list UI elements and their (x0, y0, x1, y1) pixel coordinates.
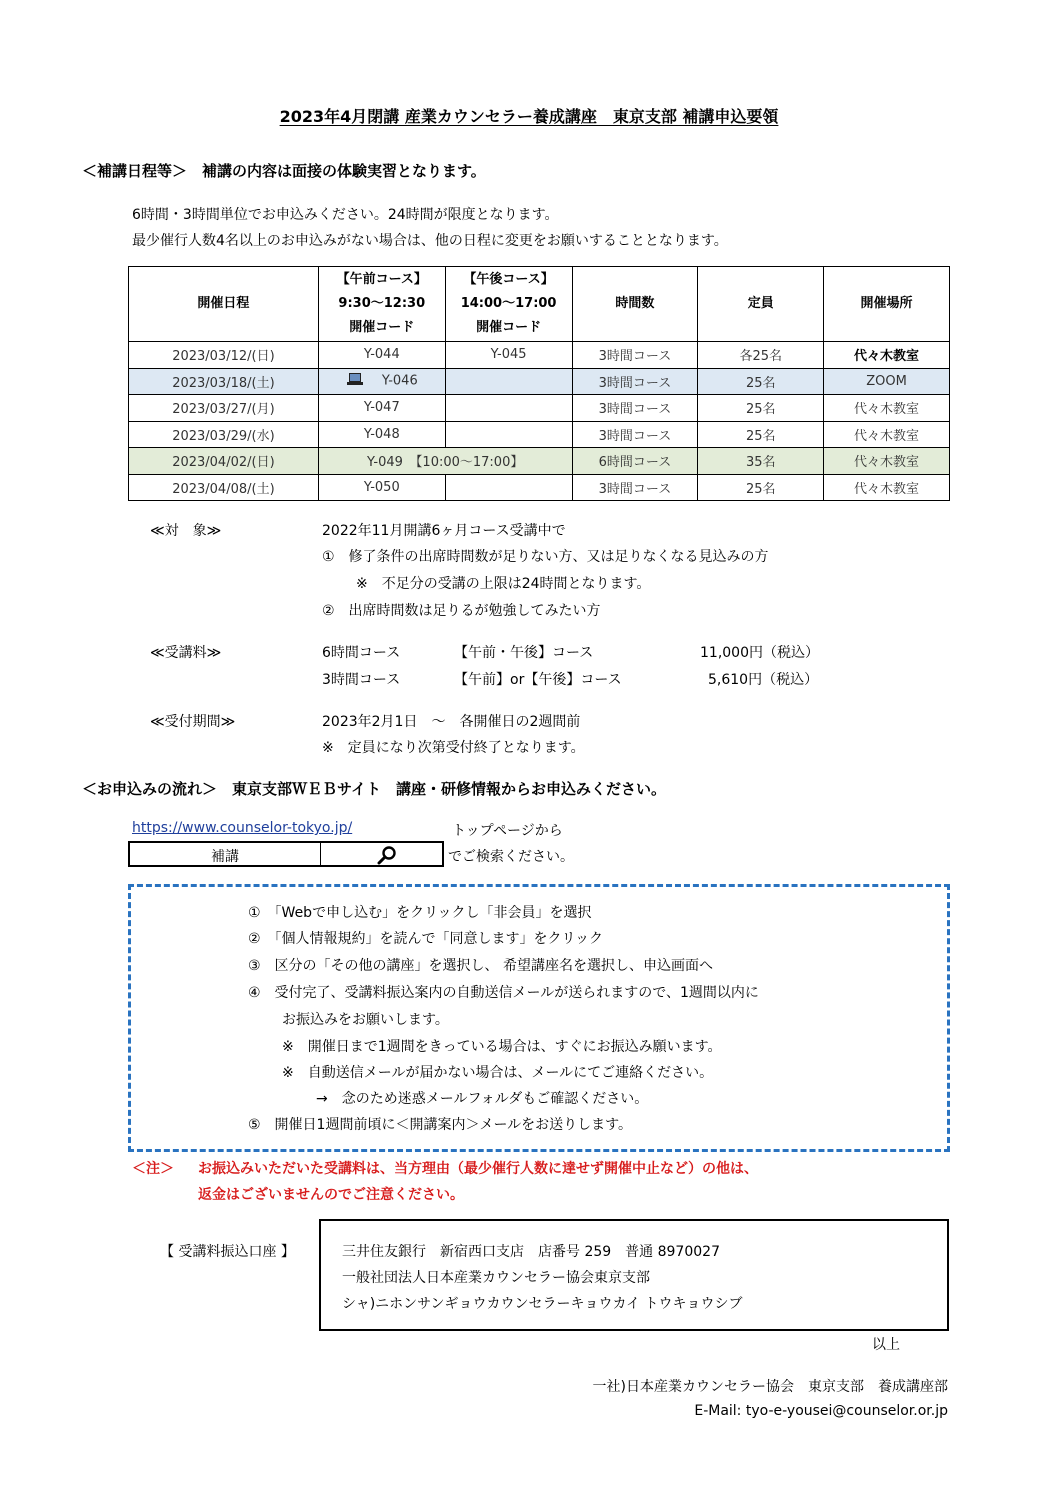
header-date: 開催日程 (129, 267, 319, 342)
target-label: ≪対 象≫ (150, 523, 222, 539)
step-4: ④ 受付完了、受講料振込案内の自動送信メールが送られますので、1週間以内に (248, 985, 759, 1001)
table-row: 2023/03/18/(土) Y-046 3時間コース 25名 ZOOM (129, 368, 950, 395)
table-row: 2023/04/08/(土) Y-050 3時間コース 25名 代々木教室 (129, 474, 950, 501)
target-line-1: 2022年11月開講6ヶ月コース受講中で (322, 523, 566, 539)
fee-course-2: 3時間コース (322, 672, 401, 688)
note-line-2: 返金はございませんのでご注意ください。 (198, 1187, 464, 1203)
fee-price-1: 11,000円（税込） (700, 645, 819, 661)
fee-type-2: 【午前】or【午後】コース (454, 672, 622, 688)
bank-line-3: シャ)ニホンサンギョウカウンセラーキョウカイ トウキョウシブ (342, 1296, 743, 1312)
step-2: ② 「個人情報規約」を読んで「同意します」をクリック (248, 931, 603, 947)
laptop-icon (346, 372, 364, 390)
header-pm: 【午後コース】 14:00～17:00 開催コード (445, 267, 572, 342)
application-heading: ＜お申込みの流れ＞ 東京支部ＷＥＢサイト 講座・研修情報からお申込みください。 (82, 780, 666, 798)
step-note-3: → 念のため迷惑メールフォルダもご確認ください。 (316, 1091, 649, 1107)
table-row: 2023/04/02/(日) Y-049 【10:00～17:00】 6時間コース 35名 代々木教室 (129, 448, 950, 475)
header-venue: 開催場所 (824, 267, 950, 342)
table-header-row (129, 267, 950, 342)
step-note-1: ※ 開催日まで1週間をきっている場合は、すぐにお振込み願います。 (282, 1039, 722, 1055)
url-after-text: トップページから (452, 823, 563, 839)
header-capacity: 定員 (698, 267, 824, 342)
footer-email: E-Mail: tyo-e-yousei@counselor.or.jp (694, 1403, 948, 1419)
step-5: ⑤ 開催日1週間前頃に＜開講案内＞メールをお送りします。 (248, 1117, 633, 1133)
table-row: 2023/03/29/(水) Y-048 3時間コース 25名 代々木教室 (129, 421, 950, 448)
schedule-table (128, 266, 950, 501)
intro-line-2: 最少催行人数4名以上のお申込みがない場合は、他の日程に変更をお願いすることとなります。 (132, 233, 728, 249)
closing-text: 以上 (872, 1337, 900, 1353)
search-divider (320, 843, 321, 865)
table-row: 2023/03/27/(月) Y-047 3時間コース 25名 代々木教室 (129, 395, 950, 422)
step-4-cont: お振込みをお願いします。 (282, 1012, 449, 1028)
bank-line-2: 一般社団法人日本産業カウンセラー協会東京支部 (342, 1270, 650, 1286)
fee-price-2: 5,610円（税込） (708, 672, 819, 688)
bank-line-1: 三井住友銀行 新宿西口支店 店番号 259 普通 8970027 (342, 1244, 720, 1260)
header-hours: 時間数 (572, 267, 698, 342)
steps-box (128, 884, 950, 1152)
fee-type-1: 【午前・午後】コース (454, 645, 594, 661)
website-link[interactable]: https://www.counselor-tokyo.jp/ (132, 820, 353, 836)
period-line-1: 2023年2月1日 ～ 各開催日の2週間前 (322, 714, 581, 730)
target-line-4: ② 出席時間数は足りるが勉強してみたい方 (322, 603, 601, 619)
period-line-2: ※ 定員になり次第受付終了となります。 (322, 740, 585, 756)
table-row: 2023/03/12/(日) Y-044 Y-045 3時間コース 各25名 代々木教室 (129, 342, 950, 369)
search-keyword: 補講 (211, 849, 239, 865)
search-after-text: でご検索ください。 (448, 849, 574, 865)
footer-org: 一社)日本産業カウンセラー協会 東京支部 養成講座部 (592, 1379, 948, 1395)
step-1: ① 「Webで申し込む」をクリックし「非会員」を選択 (248, 905, 592, 921)
step-3: ③ 区分の「その他の講座」を選択し、 希望講座名を選択し、申込画面へ (248, 958, 713, 974)
step-note-2: ※ 自動送信メールが届かない場合は、メールにてご連絡ください。 (282, 1065, 714, 1081)
fee-course-1: 6時間コース (322, 645, 401, 661)
page-title: 2023年4月閉講 産業カウンセラー養成講座 東京支部 補講申込要領 (279, 107, 779, 126)
search-icon[interactable] (376, 845, 398, 869)
note-line-1: お振込みいただいた受講料は、当方理由（最少催行人数に達せず開催中止など）の他は、 (198, 1161, 758, 1177)
target-line-3: ※ 不足分の受講の上限は24時間となります。 (356, 576, 651, 592)
schedule-heading: ＜補講日程等＞ 補講の内容は面接の体験実習となります。 (82, 162, 486, 180)
target-line-2: ① 修了条件の出席時間数が足りない方、又は足りなくなる見込みの方 (322, 549, 769, 565)
fee-label: ≪受講料≫ (150, 645, 222, 661)
search-box[interactable] (128, 841, 444, 867)
intro-line-1: 6時間・3時間単位でお申込みください。24時間が限度となります。 (132, 207, 559, 223)
bank-label: 【 受講料振込口座 】 (160, 1244, 295, 1260)
header-am: 【午前コース】 9:30～12:30 開催コード (318, 267, 445, 342)
period-label: ≪受付期間≫ (150, 714, 236, 730)
note-label: ＜注＞ (132, 1161, 174, 1177)
